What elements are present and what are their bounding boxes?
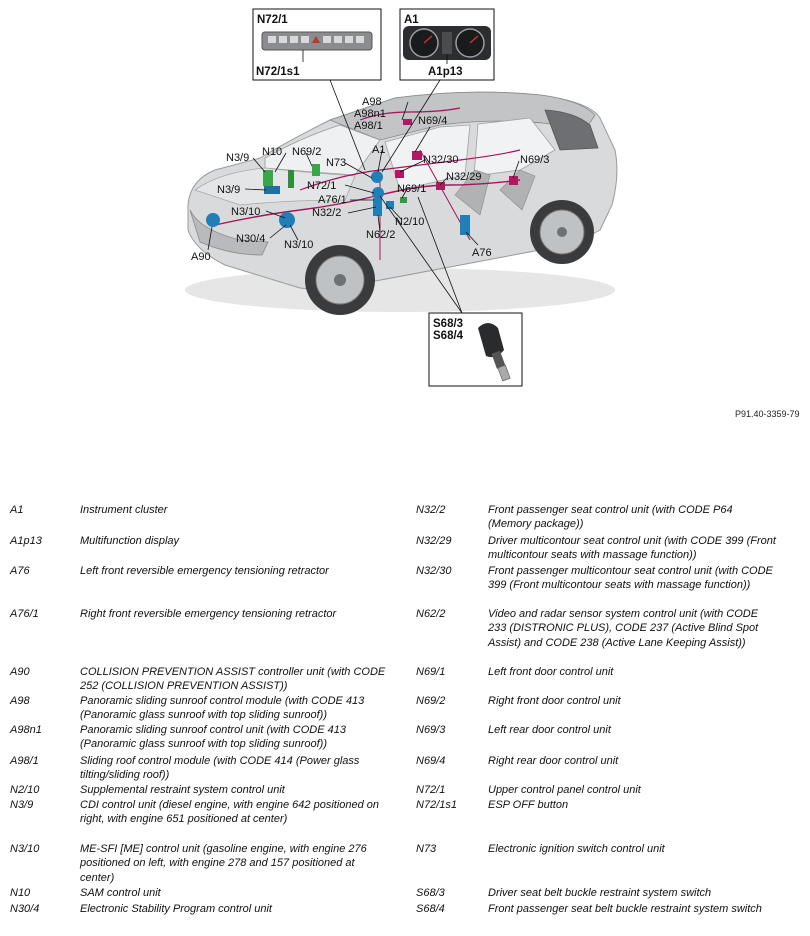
inset-cluster-bottom-label: A1p13 (428, 66, 463, 78)
legend-description: Front passenger seat control unit (with CODE P64 (Memory package)) (488, 504, 733, 531)
legend-code: A98 (10, 695, 30, 707)
callout-n30-4: N30/4 (236, 233, 266, 245)
callout-a1: A1 (372, 144, 386, 156)
callout-a98-1: A98/1 (354, 120, 383, 132)
legend-description: Front passenger multicontour seat control unit (with CODE 399 (Front multicontour seats with massage function)) (488, 565, 773, 592)
legend-code: A76/1 (10, 608, 39, 620)
legend-description: Front passenger seat belt buckle restraint system switch (488, 903, 762, 915)
callout-n3-9-top: N3/9 (226, 152, 250, 164)
callout-n72-1: N72/1 (307, 180, 337, 192)
vehicle-illustration (185, 92, 617, 315)
inset-buckle-label-2: S68/4 (433, 330, 464, 342)
callout-n3-10-right: N3/10 (284, 239, 314, 251)
legend-description: Electronic ignition switch control unit (488, 843, 665, 855)
legend-code: N32/29 (416, 535, 452, 547)
legend-description: Panoramic sliding sunroof control unit (with CODE 413 (Panoramic glass sunroof with top sliding sunroof)) (80, 724, 346, 751)
legend-description: Right front door control unit (488, 695, 621, 707)
legend-description: Multifunction display (80, 535, 180, 547)
callout-a76-1: A76/1 (318, 194, 347, 206)
callout-n69-1: N69/1 (397, 183, 427, 195)
legend-description: ESP OFF button (488, 799, 569, 811)
inset-panel-bottom-label: N72/1s1 (256, 66, 300, 78)
callout-n73: N73 (326, 157, 347, 169)
legend-description: COLLISION PREVENTION ASSIST controller unit (with CODE 252 (COLLISION PREVENTION ASSIST)) (80, 666, 386, 693)
legend-code: A1p13 (10, 535, 42, 547)
legend-code: N69/1 (416, 666, 446, 678)
callout-n32-29: N32/29 (446, 171, 482, 183)
legend-description: SAM control unit (80, 887, 161, 899)
legend-code: S68/3 (416, 887, 445, 899)
inset-panel-top-label: N72/1 (257, 14, 288, 26)
legend-description: Supplemental restraint system control unit (80, 784, 285, 796)
legend-code: A1 (10, 504, 24, 516)
legend-description: Driver seat belt buckle restraint system switch (488, 887, 712, 899)
legend-description: Sliding roof control module (with CODE 414 (Power glass tilting/sliding roof)) (80, 755, 360, 782)
legend-code: N73 (416, 843, 437, 855)
legend-description: Panoramic sliding sunroof control module (with CODE 413 (Panoramic glass sunroof with top sliding sunroof)) (80, 695, 365, 722)
legend-description: ME-SFI [ME] control unit (gasoline engine, with engine 276 positioned on left, with engine 278 and 157 positioned at center) (80, 843, 367, 884)
inset-cluster-top-label: A1 (404, 14, 419, 26)
legend-code: N69/4 (416, 755, 446, 767)
legend-code: N72/1 (416, 784, 446, 796)
legend-code: N3/10 (10, 843, 40, 855)
callout-n69-2: N69/2 (292, 146, 322, 158)
legend-description: Upper control panel control unit (488, 784, 641, 796)
inset-instrument-cluster (400, 9, 494, 80)
legend-code: N3/9 (10, 799, 34, 811)
callout-a76: A76 (472, 247, 492, 259)
legend-description: Left rear door control unit (488, 724, 611, 736)
callout-n3-9-bottom: N3/9 (217, 184, 241, 196)
callout-n62-2: N62/2 (366, 229, 396, 241)
legend-description: Electronic Stability Program control unit (80, 903, 272, 915)
legend-code: S68/4 (416, 903, 445, 915)
inset-seat-belt-buckle (429, 313, 522, 386)
legend-code: N30/4 (10, 903, 40, 915)
callout-a98: A98 (362, 96, 382, 108)
legend-description: Video and radar sensor system control unit (with CODE 233 (DISTRONIC PLUS), CODE 237 (Active Blind Spot Assist) and CODE 238 (Active Lane Keeping Assist)) (488, 608, 759, 649)
vehicle-component-diagram (0, 0, 810, 430)
legend-code: A98/1 (10, 755, 39, 767)
callout-n69-3: N69/3 (520, 154, 550, 166)
legend-code: N32/2 (416, 504, 446, 516)
legend-description: Right rear door control unit (488, 755, 619, 767)
legend-description: Instrument cluster (80, 504, 168, 516)
callout-n69-4: N69/4 (418, 115, 448, 127)
legend-code: N10 (10, 887, 31, 899)
callout-a98n1: A98n1 (354, 108, 386, 120)
callout-n3-10-left: N3/10 (231, 206, 261, 218)
legend-code: N69/2 (416, 695, 446, 707)
legend-description: CDI control unit (diesel engine, with engine 642 positioned on right, with engine 651 positioned at center) (80, 799, 380, 826)
inset-buckle-label-1: S68/3 (433, 318, 464, 330)
legend-code: N62/2 (416, 608, 446, 620)
legend-description: Left front door control unit (488, 666, 614, 678)
legend-code: N32/30 (416, 565, 452, 577)
legend-code: N72/1s1 (416, 799, 457, 811)
legend-description: Driver multicontour seat control unit (with CODE 399 (Front multicontour seats with massage function)) (488, 535, 776, 562)
legend-code: N69/3 (416, 724, 446, 736)
figure-reference: P91.40-3359-79 (735, 409, 800, 419)
callout-n2-10: N2/10 (395, 216, 425, 228)
legend-code: A90 (10, 666, 30, 678)
legend-code: A98n1 (10, 724, 42, 736)
legend-description: Left front reversible emergency tensioning retractor (80, 565, 329, 577)
callout-a90: A90 (191, 251, 211, 263)
callout-n32-2: N32/2 (312, 207, 342, 219)
legend-code: N2/10 (10, 784, 40, 796)
inset-upper-control-panel (253, 9, 381, 80)
legend-code: A76 (10, 565, 30, 577)
callout-n32-30: N32/30 (423, 154, 459, 166)
callout-n10: N10 (262, 146, 283, 158)
legend-description: Right front reversible emergency tensioning retractor (80, 608, 337, 620)
